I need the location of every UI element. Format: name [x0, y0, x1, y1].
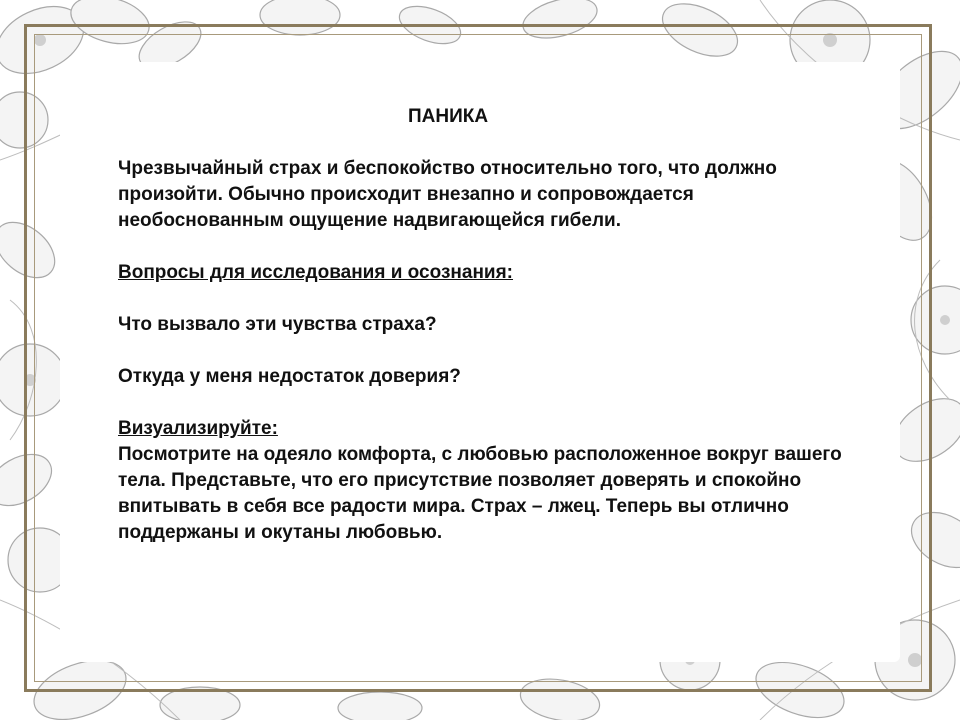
slide-title: ПАНИКА	[408, 106, 489, 127]
description-text: Чрезвычайный страх и беспокойство относительно того, что должно произойти. Обычно происходит внезапно и сопровождается необоснованным ощущение надвигающейся гибели.	[118, 158, 777, 231]
visualize-text: Посмотрите на одеяло комфорта, с любовью расположенное вокруг вашего тела. Представьте, что его присутствие позволяет доверять и спокойно впитывать в себя все радости мира. Страх – лжец. Теперь вы отлично поддержаны и окутаны любовью.	[118, 444, 842, 543]
questions-heading: Вопросы для исследования и осознания:	[118, 262, 514, 283]
question-1: Что вызвало эти чувства страха?	[118, 314, 437, 335]
visualize-heading: Визуализируйте:	[118, 418, 278, 439]
slide-content	[118, 104, 858, 546]
question-2: Откуда у меня недостаток доверия?	[118, 366, 461, 387]
